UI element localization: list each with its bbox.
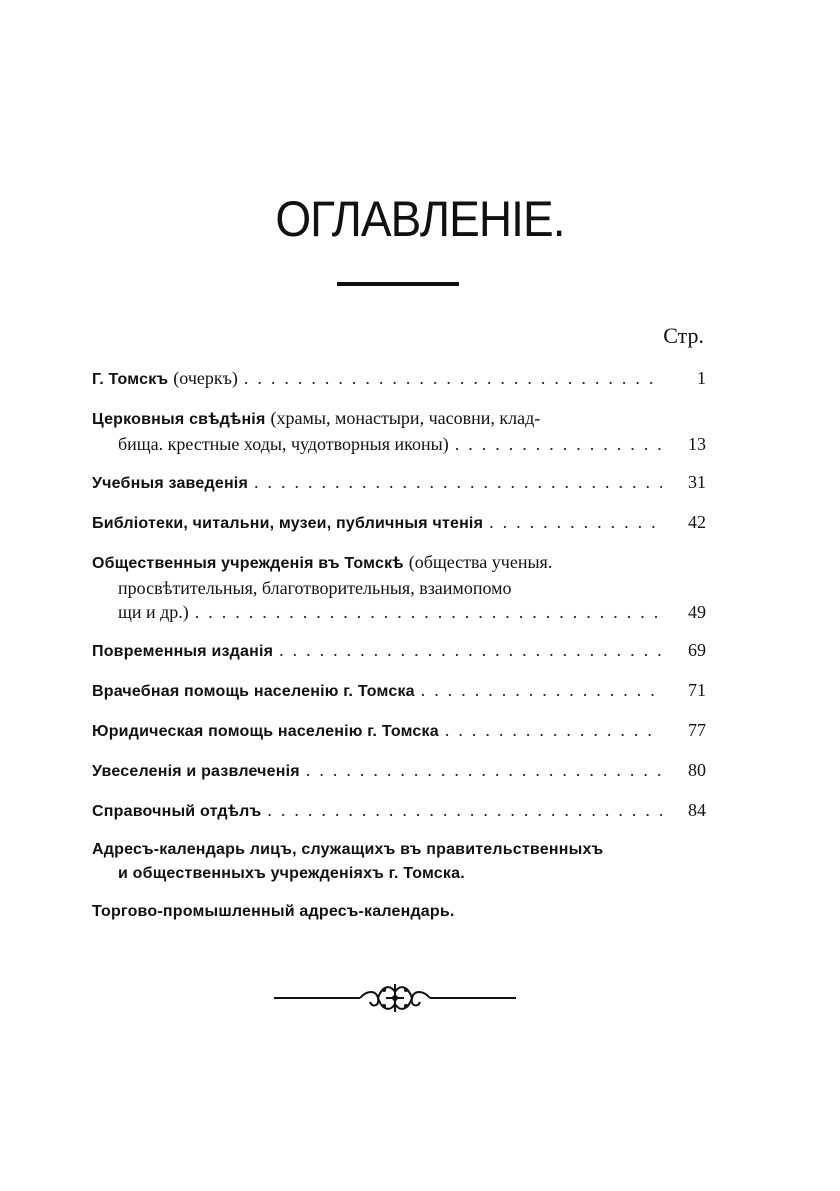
entry-page-number: 13 bbox=[688, 434, 706, 454]
entry-continuation: бища. крестные ходы, чудотворныя иконы) bbox=[118, 434, 449, 454]
entry-subtitle: (общества ученыя. bbox=[408, 552, 553, 572]
entry-title: Справочный отдѣлъ bbox=[92, 803, 262, 820]
leader-dots bbox=[489, 510, 662, 534]
entry-page-number: 71 bbox=[688, 680, 706, 700]
leader-dots bbox=[244, 366, 662, 390]
leader-dots bbox=[455, 432, 662, 456]
leader-dots bbox=[195, 600, 662, 624]
leader-dots bbox=[421, 678, 662, 702]
entry-title: Юридическая помощь населенію г. Томска bbox=[92, 723, 439, 740]
entry-title: Повременныя изданія bbox=[92, 643, 274, 660]
entry-title: Учебныя заведенія bbox=[92, 475, 248, 492]
entry-subtitle: (храмы, монастыри, часовни, клад- bbox=[270, 408, 541, 428]
toc-entry[interactable] bbox=[92, 758, 706, 784]
page-column-label: Стр. bbox=[663, 323, 704, 348]
entry-page-number: 1 bbox=[697, 368, 706, 388]
leader-dots bbox=[445, 718, 662, 742]
page-title: ОГЛАВЛЕНІЕ. bbox=[275, 191, 565, 247]
entry-page-number: 42 bbox=[688, 512, 706, 532]
toc-entry[interactable] bbox=[92, 510, 706, 536]
leader-dots bbox=[279, 638, 662, 662]
entry-continuation: просвѣтительныя, благотворительныя, взаимопомо bbox=[118, 578, 512, 598]
entry-page-number: 84 bbox=[688, 800, 706, 820]
entry-continuation: и общественныхъ учрежденіяхъ г. Томска. bbox=[118, 865, 465, 882]
entry-title: Адресъ-календарь лицъ, служащихъ въ правительственныхъ bbox=[92, 841, 604, 858]
title-underline bbox=[337, 282, 459, 286]
toc-entry-unnumbered[interactable] bbox=[92, 838, 706, 886]
entry-title: Торгово-промышленный адресъ-календарь. bbox=[92, 903, 455, 920]
entry-title: Увеселенія и развлеченія bbox=[92, 763, 300, 780]
entry-page-number: 31 bbox=[688, 472, 706, 492]
toc-entry[interactable] bbox=[92, 366, 706, 392]
entry-title: Врачебная помощь населенію г. Томска bbox=[92, 683, 415, 700]
entry-continuation: щи и др.) bbox=[118, 602, 189, 622]
entry-subtitle: (очеркъ) bbox=[173, 368, 238, 388]
toc-entry[interactable] bbox=[92, 550, 706, 624]
leader-dots bbox=[254, 470, 662, 494]
toc-entry[interactable] bbox=[92, 638, 706, 664]
entry-page-number: 77 bbox=[688, 720, 706, 740]
toc-entry[interactable] bbox=[92, 718, 706, 744]
decorative-ornament bbox=[272, 980, 518, 1016]
entry-title: Общественныя учрежденія въ Томскѣ bbox=[92, 555, 404, 572]
toc-entry[interactable] bbox=[92, 678, 706, 704]
toc-entry[interactable] bbox=[92, 406, 706, 456]
table-of-contents bbox=[92, 366, 706, 938]
entry-page-number: 69 bbox=[688, 640, 706, 660]
entry-title: Библіотеки, читальни, музеи, публичныя чтенія bbox=[92, 515, 484, 532]
leader-dots bbox=[306, 758, 662, 782]
toc-entry-unnumbered[interactable] bbox=[92, 900, 706, 924]
entry-title: Церковныя свѣдѣнія bbox=[92, 411, 266, 428]
leader-dots bbox=[267, 798, 662, 822]
entry-title: Г. Томскъ bbox=[92, 371, 169, 388]
entry-page-number: 49 bbox=[688, 602, 706, 622]
entry-page-number: 80 bbox=[688, 760, 706, 780]
toc-entry[interactable] bbox=[92, 470, 706, 496]
toc-entry[interactable] bbox=[92, 798, 706, 824]
